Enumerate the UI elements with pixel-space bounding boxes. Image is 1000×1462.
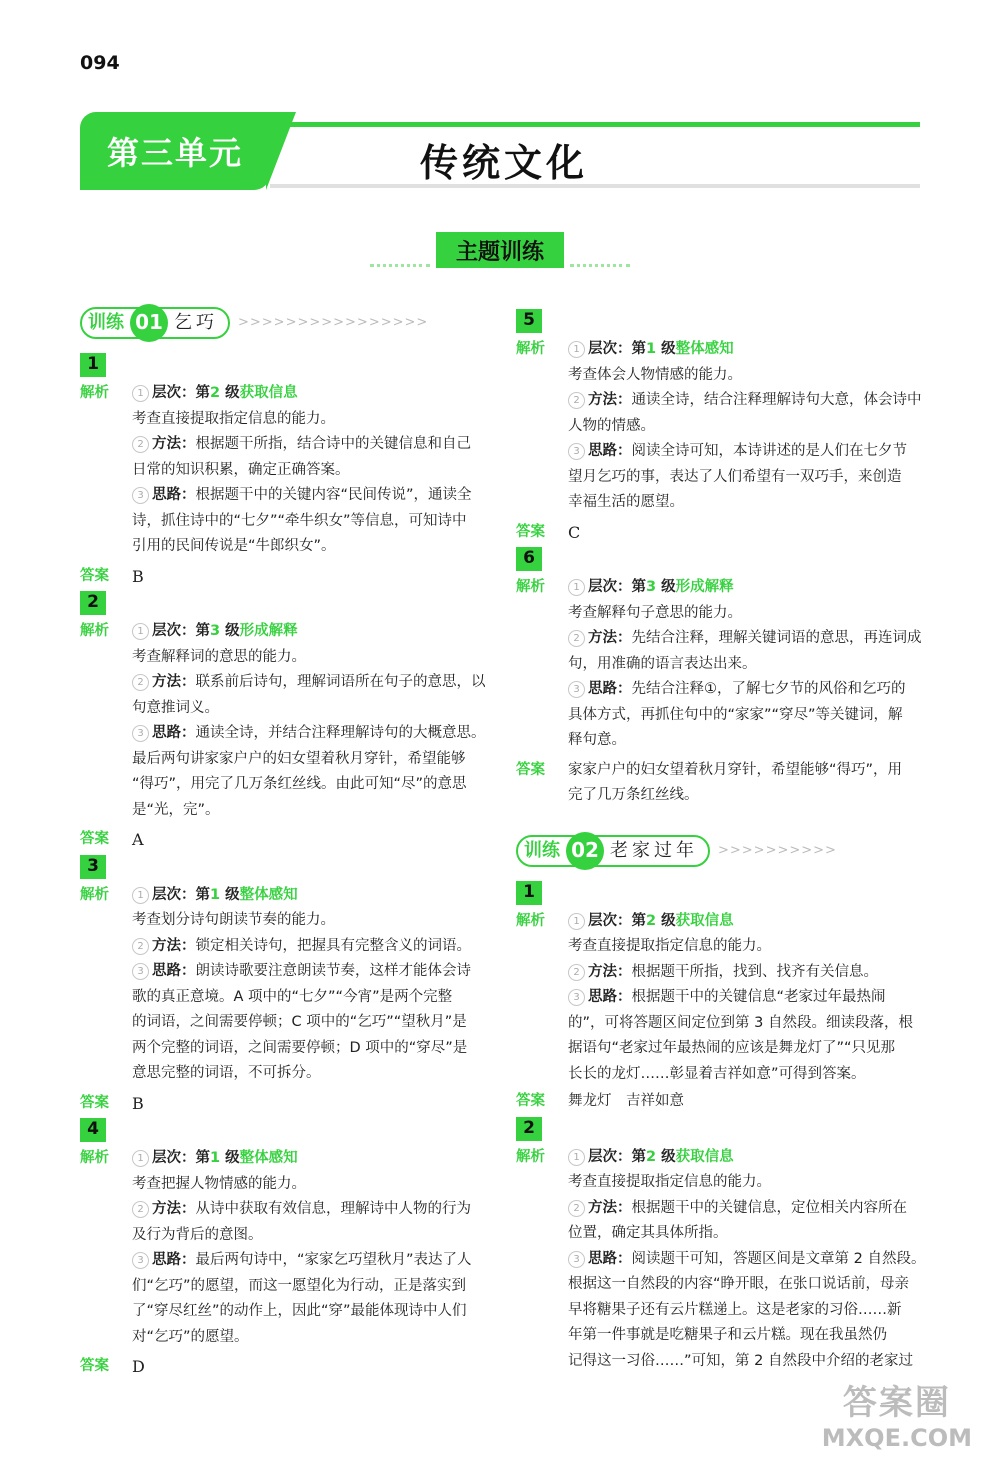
- answer-tag: 答案: [80, 1094, 109, 1111]
- method-label: 方法：: [588, 630, 632, 646]
- answer-value: D: [132, 1357, 145, 1376]
- training-01-header: [80, 305, 492, 341]
- thought-line: 是“光，完”。: [132, 801, 220, 818]
- thought-line: 诗，抓住诗中的“七夕”“牵牛织女”等信息，可知诗中: [132, 512, 467, 529]
- answer-value: 完了几万条红丝线。: [568, 787, 699, 803]
- watermark-url: MXQE.COM: [821, 1424, 972, 1452]
- analysis-block: [516, 337, 928, 516]
- method-label: 方法：: [588, 963, 632, 980]
- training-name: 老家过年: [610, 839, 698, 861]
- section-dots-left: [370, 264, 430, 267]
- level-label: 层次：: [152, 886, 196, 903]
- method-label: 方法：: [588, 392, 632, 408]
- unit-rule-bottom: [270, 184, 920, 188]
- level-prefix: 第: [631, 579, 646, 595]
- method-line: 联系前后诗句，理解词语所在句子的意思，以: [195, 674, 486, 690]
- analysis-block: [516, 575, 928, 754]
- answer-row: [516, 520, 928, 546]
- analysis-tag: 解析: [80, 1150, 109, 1166]
- thought-line: 最后两句讲家家户户的妇女望着秋月穿针，希望能够: [132, 750, 466, 767]
- level-number: 2: [646, 912, 657, 929]
- method-line: 根据题干所指，结合诗中的关键信息和自己: [195, 436, 471, 452]
- question-number: 5: [516, 309, 542, 333]
- circled-one-icon: 1: [568, 579, 585, 596]
- method-line: 锁定相关诗句，把握具有完整含义的词语。: [195, 937, 471, 954]
- analysis-line: 考查直接提取指定信息的能力。: [568, 938, 771, 954]
- level-label: 层次：: [588, 912, 632, 929]
- thought-line: “得巧”，用完了几万条红丝线。由此可知“尽”的意思: [132, 776, 467, 792]
- question-number: 2: [516, 1117, 542, 1141]
- analysis-block: [80, 883, 492, 1087]
- method-line: 及行为背后的意图。: [132, 1226, 263, 1243]
- level-label: 层次：: [152, 1150, 196, 1166]
- thought-label: 思路：: [152, 725, 196, 741]
- method-line: 根据题干中的关键信息，定位相关内容所在: [631, 1199, 907, 1216]
- thought-line: 阅读全诗可知，本诗讲述的是人们在七夕节: [631, 443, 907, 459]
- analysis-tag: 解析: [516, 1148, 545, 1165]
- thought-line: 意思完整的词语，不可拆分。: [132, 1065, 321, 1081]
- thought-label: 思路：: [588, 443, 632, 459]
- circled-three-icon: 3: [132, 487, 149, 504]
- answer-row: [80, 1091, 492, 1117]
- answer-tag: 答案: [80, 1358, 109, 1374]
- level-suffix: 级: [656, 912, 676, 929]
- level-label: 层次：: [588, 1148, 632, 1165]
- analysis-line: 考查划分诗句朗读节奏的能力。: [132, 912, 335, 928]
- analysis-line: 考查直接提取指定信息的能力。: [132, 410, 335, 427]
- thought-line: 的词语，之间需要停顿；C 项中的“乞巧”“望秋月”是: [132, 1014, 467, 1030]
- thought-line: 朗读诗歌要注意朗读节奏，这样才能体会诗: [195, 963, 471, 979]
- answer-value: C: [568, 522, 581, 542]
- level-prefix: 第: [195, 886, 210, 903]
- method-label: 方法：: [152, 937, 196, 954]
- level-name: 获取信息: [239, 385, 298, 401]
- level-label: 层次：: [152, 385, 196, 401]
- answer-tag: 答案: [80, 831, 109, 847]
- level-suffix: 级: [220, 886, 240, 903]
- training-number: 02: [566, 832, 604, 870]
- level-prefix: 第: [631, 1148, 646, 1165]
- thought-line: 先结合注释①，了解七夕节的风俗和乞巧的: [631, 681, 906, 697]
- level-label: 层次：: [152, 623, 196, 639]
- thought-line: 两个完整的词语，之间需要停顿；D 项中的“穿尽”是: [132, 1039, 468, 1056]
- analysis-line: 考查解释句子意思的能力。: [568, 604, 742, 621]
- analysis-tag: 解析: [516, 341, 545, 357]
- answer-row: [516, 1089, 928, 1115]
- level-prefix: 第: [631, 912, 646, 929]
- training-word: 训练: [88, 312, 124, 334]
- method-line: 句意推词义。: [132, 699, 219, 716]
- analysis-tag: 解析: [516, 579, 545, 595]
- question-number: 4: [80, 1118, 106, 1142]
- level-suffix: 级: [220, 1150, 240, 1166]
- chevron-trail-icon: >>>>>>>>>>: [718, 842, 837, 858]
- analysis-line: 考查解释词的意思的能力。: [132, 648, 306, 665]
- method-line: 位置，确定其具体所指。: [568, 1225, 728, 1241]
- circled-two-icon: 2: [568, 964, 585, 981]
- level-suffix: 级: [656, 1148, 676, 1165]
- level-name: 获取信息: [675, 912, 734, 929]
- training-number: 01: [130, 304, 168, 342]
- method-line: 句，用准确的语言表达出来。: [568, 655, 757, 672]
- unit-rule-top: [280, 122, 920, 127]
- method-line: 通读全诗，结合注释理解诗句大意，体会诗中: [631, 392, 922, 408]
- level-prefix: 第: [631, 341, 646, 357]
- answer-row: [516, 758, 928, 809]
- thought-label: 思路：: [588, 1250, 632, 1267]
- analysis-block: [80, 1146, 492, 1350]
- thought-line: 通读全诗，并结合注释理解诗句的大概意思。: [195, 725, 486, 741]
- circled-one-icon: 1: [132, 385, 149, 402]
- thought-label: 思路：: [152, 487, 196, 503]
- unit-title: 传统文化: [420, 140, 589, 185]
- training-word: 训练: [524, 839, 560, 861]
- thought-line: 据语句“老家过年最热闹的应该是舞龙灯了”“只见那: [568, 1040, 896, 1056]
- circled-one-icon: 1: [568, 341, 585, 358]
- level-label: 层次：: [588, 341, 632, 357]
- chevron-trail-icon: >>>>>>>>>>>>>>>>: [238, 315, 429, 331]
- left-column: [80, 305, 492, 1380]
- answer-value: B: [132, 566, 144, 586]
- analysis-block: [516, 909, 928, 1088]
- thought-label: 思路：: [588, 989, 632, 1005]
- thought-line: 记得这一习俗……”可知，第 2 自然段中介绍的老家过: [568, 1352, 913, 1369]
- circled-two-icon: 2: [132, 436, 149, 453]
- thought-line: 年第一件事就是吃糖果子和云片糕。现在我虽然仍: [568, 1327, 887, 1343]
- analysis-tag: 解析: [516, 912, 545, 929]
- answer-row: [80, 1354, 492, 1380]
- question-number: 2: [80, 591, 106, 615]
- circled-three-icon: 3: [568, 989, 585, 1006]
- thought-line: 具体方式，再抓住句中的“家家”“穿尽”等关键词，解: [568, 706, 903, 723]
- level-name: 整体感知: [239, 1150, 298, 1166]
- circled-two-icon: 2: [132, 1201, 149, 1218]
- analysis-line: 考查把握人物情感的能力。: [132, 1175, 306, 1192]
- circled-two-icon: 2: [568, 630, 585, 647]
- training-pill: [80, 307, 230, 339]
- thought-line: 释句意。: [568, 732, 626, 748]
- analysis-block: [80, 619, 492, 823]
- training-name: 乞巧: [174, 312, 218, 334]
- thought-line: 了“穿尽红丝”的动作上，因此“穿”最能体现诗中人们: [132, 1303, 467, 1319]
- circled-one-icon: 1: [132, 1150, 149, 1167]
- circled-three-icon: 3: [568, 443, 585, 460]
- thought-line: 歌的真正意境。A 项中的“七夕”“今宵”是两个完整: [132, 988, 453, 1005]
- level-prefix: 第: [195, 385, 210, 401]
- site-watermark: [822, 1375, 972, 1452]
- answer-tag: 答案: [516, 523, 545, 540]
- thought-line: 阅读题干可知，答题区间是文章第 2 自然段。: [631, 1250, 926, 1267]
- thought-line: 根据题干中的关键信息“老家过年最热闹: [631, 989, 886, 1005]
- thought-label: 思路：: [152, 1252, 196, 1268]
- section-dots-right: [570, 264, 630, 267]
- circled-three-icon: 3: [568, 1251, 585, 1268]
- thought-line: 最后两句诗中，“家家乞巧望秋月”表达了人: [195, 1252, 472, 1268]
- question-number: 6: [516, 547, 542, 571]
- answer-value: 家家户户的妇女望着秋月穿针，希望能够“得巧”，用: [568, 761, 903, 778]
- circled-one-icon: 1: [132, 623, 149, 640]
- circled-three-icon: 3: [568, 681, 585, 698]
- question-number: 1: [516, 881, 542, 905]
- circled-two-icon: 2: [568, 392, 585, 409]
- circled-two-icon: 2: [132, 674, 149, 691]
- question-number: 1: [80, 353, 106, 377]
- section-label: 主题训练: [436, 232, 564, 268]
- thought-line: 根据这一自然段的内容“睁开眼，在张口说话前，母亲: [568, 1276, 910, 1292]
- level-name: 形成解释: [239, 623, 298, 639]
- level-suffix: 级: [656, 341, 676, 357]
- level-number: 2: [646, 1148, 657, 1165]
- level-number: 1: [646, 341, 657, 357]
- method-line: 从诗中获取有效信息，理解诗中人物的行为: [195, 1201, 471, 1217]
- analysis-tag: 解析: [80, 385, 109, 401]
- level-number: 3: [210, 623, 221, 639]
- circled-one-icon: 1: [568, 1149, 585, 1166]
- level-name: 形成解释: [675, 579, 734, 595]
- analysis-tag: 解析: [80, 886, 109, 903]
- thought-line: 引用的民间传说是“牛郎织女”。: [132, 538, 336, 554]
- question-number: 3: [80, 855, 106, 879]
- answer-row: [80, 564, 492, 590]
- thought-label: 思路：: [152, 963, 196, 979]
- training-pill: [516, 835, 710, 867]
- answer-tag: 答案: [516, 1093, 545, 1109]
- thought-line: 长长的龙灯……彰显着吉祥如意”可得到答案。: [568, 1065, 866, 1082]
- unit-header: [80, 112, 920, 190]
- method-label: 方法：: [152, 674, 196, 690]
- thought-line: 根据题干中的关键内容“民间传说”，通读全: [195, 487, 472, 503]
- answer-tag: 答案: [80, 567, 109, 584]
- analysis-line: 考查直接提取指定信息的能力。: [568, 1174, 771, 1190]
- analysis-line: 考查体会人物情感的能力。: [568, 366, 742, 383]
- training-02-header: [516, 833, 928, 869]
- method-label: 方法：: [588, 1199, 632, 1216]
- thought-line: 早将糖果子还有云片糕递上。这是老家的习俗……新: [568, 1301, 902, 1318]
- thought-line: 们“乞巧”的愿望，而这一愿望化为行动，正是落实到: [132, 1277, 467, 1294]
- circled-one-icon: 1: [132, 887, 149, 904]
- method-label: 方法：: [152, 1201, 196, 1217]
- method-line: 根据题干所指，找到、找齐有关信息。: [631, 963, 878, 980]
- thought-line: 的”，可将答题区间定位到第 3 自然段。细读段落，根: [568, 1014, 913, 1031]
- watermark-text: 答案圈: [842, 1383, 951, 1423]
- level-suffix: 级: [220, 623, 240, 639]
- level-number: 1: [210, 886, 221, 903]
- level-suffix: 级: [656, 579, 676, 595]
- level-name: 获取信息: [675, 1148, 734, 1165]
- method-label: 方法：: [152, 436, 196, 452]
- level-name: 整体感知: [675, 341, 734, 357]
- level-number: 3: [646, 579, 657, 595]
- page-number: 094: [80, 52, 120, 74]
- method-line: 人物的情感。: [568, 417, 655, 434]
- level-name: 整体感知: [239, 886, 298, 903]
- method-line: 日常的知识积累，确定正确答案。: [132, 461, 350, 478]
- level-number: 2: [210, 385, 221, 401]
- thought-line: 对“乞巧”的愿望。: [132, 1328, 249, 1345]
- thought-label: 思路：: [588, 681, 632, 697]
- circled-three-icon: 3: [132, 725, 149, 742]
- level-suffix: 级: [220, 385, 240, 401]
- answer-value: B: [132, 1093, 144, 1113]
- circled-two-icon: 2: [568, 1200, 585, 1217]
- level-prefix: 第: [195, 1150, 210, 1166]
- thought-line: 望月乞巧的事，表达了人们希望有一双巧手，来创造: [568, 468, 902, 485]
- answer-tag: 答案: [516, 761, 545, 778]
- unit-tab: 第三单元: [80, 112, 270, 190]
- circled-three-icon: 3: [132, 1252, 149, 1269]
- answer-row: [80, 827, 492, 853]
- level-label: 层次：: [588, 579, 632, 595]
- analysis-tag: 解析: [80, 623, 109, 639]
- thought-line: 幸福生活的愿望。: [568, 494, 684, 510]
- level-number: 1: [210, 1150, 221, 1166]
- right-column: [516, 307, 928, 1374]
- analysis-block: [516, 1145, 928, 1375]
- analysis-block: [80, 381, 492, 560]
- answer-value: 舞龙灯 吉祥如意: [568, 1093, 684, 1109]
- circled-one-icon: 1: [568, 913, 585, 930]
- method-line: 先结合注释，理解关键词语的意思，再连词成: [631, 630, 922, 646]
- circled-three-icon: 3: [132, 963, 149, 980]
- circled-two-icon: 2: [132, 938, 149, 955]
- answer-value: A: [132, 830, 144, 849]
- level-prefix: 第: [195, 623, 210, 639]
